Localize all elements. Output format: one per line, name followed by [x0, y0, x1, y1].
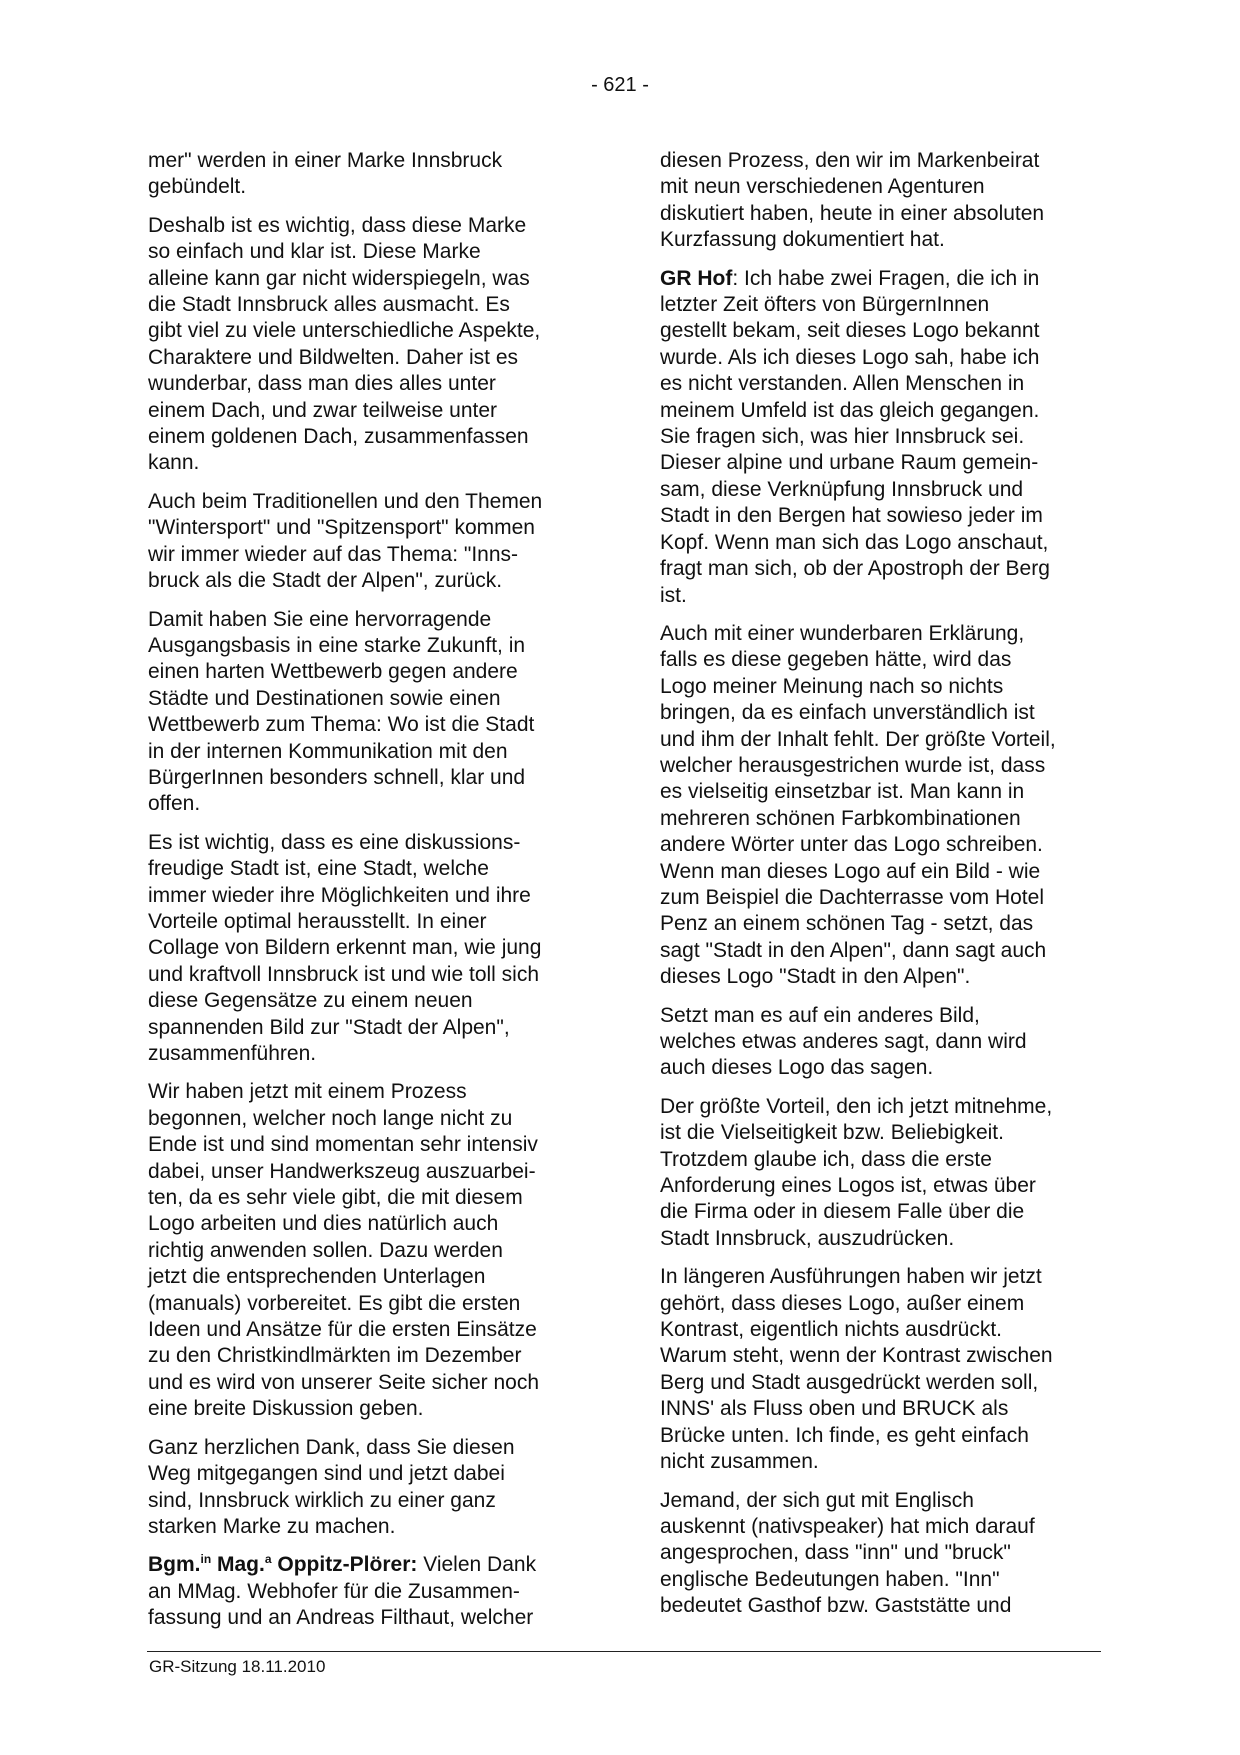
- paragraph: Wir haben jetzt mit einem Prozess begonnen, welcher noch lange nicht zu Ende ist und sind momentan sehr intensiv dabei, unser Handwerkszeug auszuarbei- ten, da es sehr viele gibt, die mit diesem Logo arbeiten und dies natürlich auch richtig anwenden sollen. Dazu werden jetzt die entsprechenden Unterlagen (manuals) vorbereitet. Es gibt die ersten Ideen und Ansätze für die ersten Einsätze zu den Christkindlmärkten im Dezember und es wird von unserer Seite sicher noch eine breite Diskussion geben.: [148, 1080, 540, 1421]
- speaker-title-1: Bgm.: [148, 1553, 201, 1577]
- speaker-sup-2: a: [264, 1552, 272, 1567]
- speaker-sup-1: in: [200, 1552, 212, 1567]
- paragraph: Jemand, der sich gut mit Englisch auskennt (nativspeaker) hat mich darauf angesprochen, dass "inn" und "bruck" englische Bedeutungen haben. "Inn" bedeutet Gasthof bzw. Gaststätte und: [660, 1488, 1035, 1618]
- right-column: [660, 148, 1100, 1632]
- footer-divider: [147, 1651, 1101, 1652]
- left-column: [148, 148, 588, 1644]
- paragraph: Auch beim Traditionellen und den Themen "Wintersport" und "Spitzensport" kommen wir immer wieder auf das Thema: "Inns- bruck als die Stadt der Alpen", zurück.: [148, 489, 543, 593]
- paragraph: Deshalb ist es wichtig, dass diese Marke so einfach und klar ist. Diese Marke alleine kann gar nicht widerspiegeln, was die Stadt Innsbruck alles ausmacht. Es gibt viel zu viele unterschiedliche Aspekte, Charaktere und Bildwelten. Daher ist es wunderbar, dass man dies alles unter einem Dach, und zwar teilweise unter einem goldenen Dach, zusammenfassen kann.: [148, 213, 541, 475]
- paragraph: Es ist wichtig, dass es eine diskussions- freudige Stadt ist, eine Stadt, welche immer wieder ihre Möglichkeiten und ihre Vorteile optimal herausstellt. In einer Collage von Bildern erkennt man, wie jung und kraftvoll Innsbruck ist und wie toll sich diese Gegensätze zu einem neuen spannenden Bild zur "Stadt der Alpen", zusammenführen.: [148, 830, 542, 1065]
- paragraph: Der größte Vorteil, den ich jetzt mitnehme, ist die Vielseitigkeit bzw. Beliebigkeit. Trotzdem glaube ich, dass die erste Anforderung eines Logos ist, etwas über die Firma oder in diesem Falle über die Stadt Innsbruck, auszudrücken.: [660, 1094, 1053, 1250]
- paragraph: mer" werden in einer Marke Innsbruck gebündelt.: [148, 149, 503, 199]
- paragraph: Auch mit einer wunderbaren Erklärung, falls es diese gegeben hätte, wird das Logo meiner Meinung nach so nichts bringen, da es einfach unverständlich ist und ihm der Inhalt fehlt. Der größte Vorteil, welcher herausgestrichen wurde ist, dass es vielseitig einsetzbar ist. Man kann in mehreren schönen Farbkombinationen andere Wörter unter das Logo schreiben. Wenn man dieses Logo auf ein Bild - wie zum Beispiel die Dachterrasse vom Hotel Penz an einem schönen Tag - setzt, das sagt "Stadt in den Alpen", dann sagt auch dieses Logo "Stadt in den Alpen".: [660, 621, 1056, 989]
- speaker-text: Vielen Dank an MMag. Webhofer für die Zusammen- fassung und an Andreas Filthaut, welcher: [148, 1553, 537, 1630]
- speaker-name: GR Hof: [660, 266, 733, 290]
- speaker-title-2: Mag.: [211, 1553, 265, 1577]
- speaker-title: [148, 1553, 417, 1576]
- page-number: - 621 -: [591, 74, 649, 96]
- speaker-name: Oppitz-Plörer:: [271, 1553, 418, 1577]
- paragraph: In längeren Ausführungen haben wir jetzt gehört, dass dieses Logo, außer einem Kontrast, eigentlich nichts ausdrückt. Warum steht, wenn der Kontrast zwischen Berg und Stadt ausgedrückt werden soll, INNS' als Fluss oben und BRUCK als Brücke unten. Ich finde, es geht einfach nicht zusammen.: [660, 1265, 1053, 1474]
- speaker-paragraph: [148, 1552, 588, 1631]
- paragraph: Damit haben Sie eine hervorragende Ausgangsbasis in eine starke Zukunft, in einen harten Wettbewerb gegen andere Städte und Destinationen sowie einen Wettbewerb zum Thema: Wo ist die Stadt in der internen Kommunikation mit den BürgerInnen besonders schnell, klar und offen.: [148, 607, 535, 816]
- paragraph: diesen Prozess, den wir im Markenbeirat mit neun verschiedenen Agenturen diskutiert haben, heute in einer absoluten Kurzfassung dokumentiert hat.: [660, 149, 1045, 252]
- speaker-text: : Ich habe zwei Fragen, die ich in letzter Zeit öfters von BürgernInnen gestellt bekam, seit dieses Logo bekannt wurde. Als ich dieses Logo sah, habe ich es nicht verstanden. Allen Menschen in meinem Umfeld ist das gleich gegangen. Sie fragen sich, was hier Innsbruck sei. Dieser alpine und urbane Raum gemein- sam, diese Verknüpfung Innsbruck und Stadt in den Bergen hat sowieso jeder im Kopf. Wenn man sich das Logo anschaut, fragt man sich, ob der Apostroph der Berg ist.: [660, 266, 1050, 607]
- footer-session-date: GR-Sitzung 18.11.2010: [149, 1657, 326, 1676]
- paragraph: Ganz herzlichen Dank, dass Sie diesen Weg mitgegangen sind und jetzt dabei sind, Innsbruck wirklich zu einer ganz starken Marke zu machen.: [148, 1435, 515, 1538]
- paragraph: Setzt man es auf ein anderes Bild, welches etwas anderes sagt, dann wird auch dieses Logo das sagen.: [660, 1003, 1027, 1080]
- speaker-paragraph: [660, 266, 1100, 609]
